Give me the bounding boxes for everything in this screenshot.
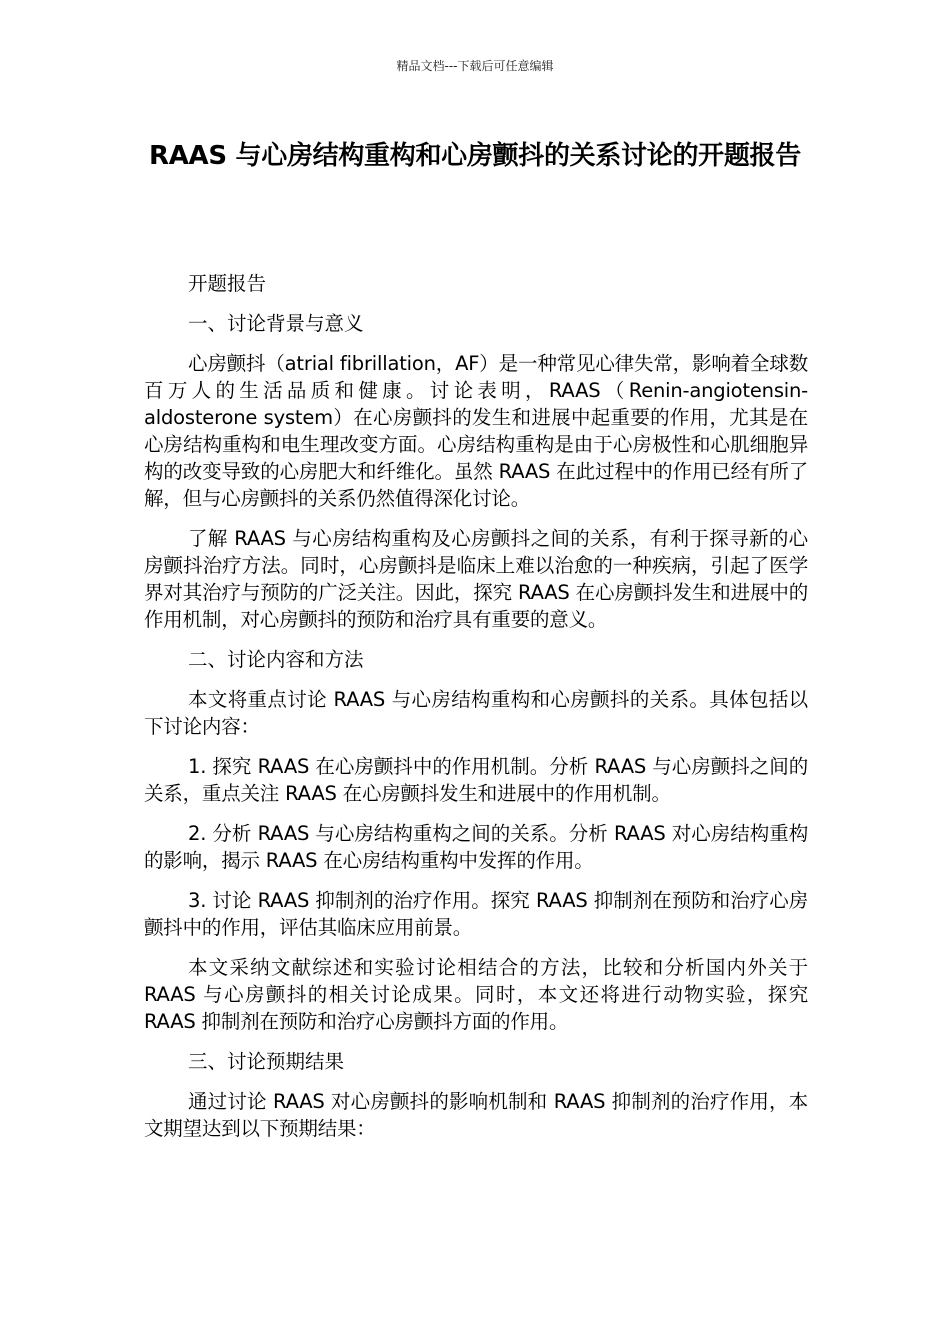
- section-label: 开题报告: [188, 272, 267, 295]
- section-heading-content-methods: 二、讨论内容和方法: [188, 648, 364, 671]
- list-item: 1. 探究 RAAS 在心房颤抖中的作用机制。分析 RAAS 与心房颤抖之间的关系，重点关注 RAAS 在心房颤抖发生和进展中的作用机制。: [144, 755, 808, 805]
- paragraph: 了解 RAAS 与心房结构重构及心房颤抖之间的关系，有利于探寻新的心房颤抖治疗方法。同时，心房颤抖是临床上难以治愈的一种疾病，引起了医学界对其治疗与预防的广泛关注。因此，探究 RAAS 在心房颤抖发生和进展中的作用机制，对心房颤抖的预防和治疗具有重要的意义。: [144, 527, 808, 631]
- document-header-note: 精品文档---下载后可任意编辑: [396, 59, 554, 73]
- list-item: 2. 分析 RAAS 与心房结构重构之间的关系。分析 RAAS 对心房结构重构的影响，揭示 RAAS 在心房结构重构中发挥的作用。: [144, 822, 808, 872]
- paragraph: 本文采纳文献综述和实验讨论相结合的方法，比较和分析国内外关于 RAAS 与心房颤抖的相关讨论成果。同时，本文还将进行动物实验，探究 RAAS 抑制剂在预防和治疗心房颤抖方面的作用。: [144, 956, 808, 1033]
- section-heading-expected-results: 三、讨论预期结果: [188, 1050, 345, 1073]
- document-title: RAAS 与心房结构重构和心房颤抖的关系讨论的开题报告: [149, 141, 801, 171]
- section-heading-background: 一、讨论背景与意义: [188, 312, 364, 335]
- paragraph: 本文将重点讨论 RAAS 与心房结构重构和心房颤抖的关系。具体包括以下讨论内容：: [144, 688, 808, 738]
- paragraph: 通过讨论 RAAS 对心房颤抖的影响机制和 RAAS 抑制剂的治疗作用，本文期望达到以下预期结果：: [144, 1090, 808, 1140]
- document-body: [144, 270, 808, 1155]
- paragraph: 心房颤抖（atrial fibrillation，AF）是一种常见心律失常，影响着全球数百万人的生活品质和健康。讨论表明，RAAS（Renin-angiotensin-aldosterone system）在心房颤抖的发生和进展中起重要的作用，尤其是在心房结构重构和电生理改变方面。心房结构重构是由于心房极性和心肌细胞异构的改变导致的心房肥大和纤维化。虽然 RAAS 在此过程中的作用已经有所了解，但与心房颤抖的关系仍然值得深化讨论。: [144, 352, 808, 510]
- list-item: 3. 讨论 RAAS 抑制剂的治疗作用。探究 RAAS 抑制剂在预防和治疗心房颤抖中的作用，评估其临床应用前景。: [144, 889, 808, 939]
